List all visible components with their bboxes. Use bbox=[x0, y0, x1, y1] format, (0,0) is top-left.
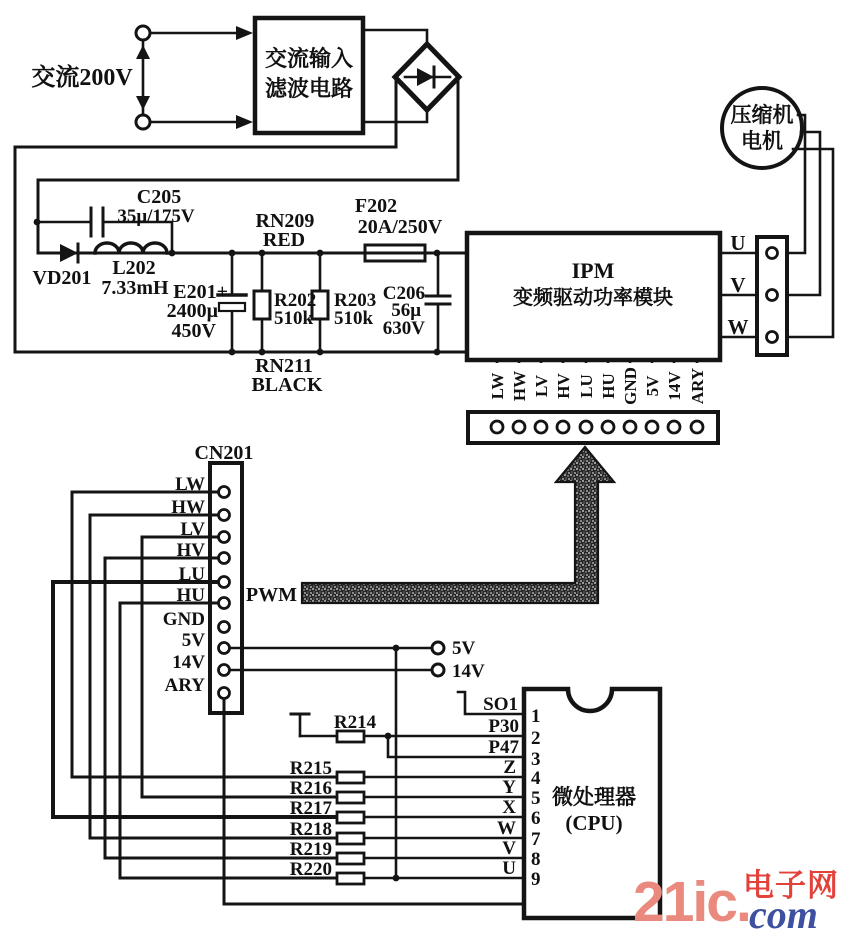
l202-value: 7.33mH bbox=[101, 277, 169, 299]
r219-name: R219 bbox=[289, 839, 332, 860]
cn201-title: CN201 bbox=[194, 442, 254, 464]
cn201-pin-hv: HV bbox=[176, 540, 205, 561]
ipm-pin-lu: LU bbox=[577, 374, 596, 398]
l202-name: L202 bbox=[112, 257, 156, 279]
r203-value: 510k bbox=[334, 308, 374, 329]
capacitor-c205-icon bbox=[91, 208, 103, 236]
resistors-r214-r220 bbox=[337, 731, 364, 884]
motor-label-1: 压缩机 bbox=[730, 103, 794, 127]
pwm-arrow-icon bbox=[302, 447, 614, 603]
rn209-name: RN209 bbox=[255, 210, 315, 232]
c205-name: C205 bbox=[136, 186, 182, 208]
e201-value-2: 450V bbox=[171, 320, 216, 342]
rn211-name: RN211 bbox=[255, 355, 313, 377]
cpu-pin-8: 8 bbox=[531, 849, 541, 870]
cpu-signal-so1: SO1 bbox=[483, 694, 518, 715]
r202-value: 510k bbox=[274, 308, 314, 329]
ac-terminals bbox=[136, 26, 253, 129]
logo-domain-text: com bbox=[749, 892, 818, 936]
diode-vd201-icon bbox=[60, 244, 78, 262]
cn201-pin-lv: LV bbox=[180, 519, 205, 540]
r218-name: R218 bbox=[289, 819, 332, 840]
cpu-signal-z: Z bbox=[503, 757, 516, 778]
cpu-label-1: 微处理器 bbox=[552, 785, 636, 809]
c205-value: 35μ/175V bbox=[117, 206, 195, 227]
power-5v-label: 5V bbox=[452, 638, 476, 659]
rn211-value: BLACK bbox=[251, 374, 323, 396]
r214-name: R214 bbox=[333, 712, 377, 733]
cn201-pin-hu: HU bbox=[176, 585, 205, 606]
f202-value: 20A/250V bbox=[357, 216, 443, 238]
r216-name: R216 bbox=[289, 778, 332, 799]
cn201-pin-hw: HW bbox=[171, 497, 205, 518]
cpu-pin-7: 7 bbox=[531, 829, 541, 850]
ipm-output-u: U bbox=[730, 231, 746, 255]
filter-label-1: 交流输入 bbox=[264, 46, 354, 71]
power-14v-label: 14V bbox=[452, 661, 485, 682]
ipm-pin-ary: ARY bbox=[688, 367, 707, 405]
ipm-pin-gnd: GND bbox=[621, 367, 640, 405]
ipm-label-2: 变频驱动功率模块 bbox=[513, 287, 673, 309]
r203-name: R203 bbox=[334, 290, 377, 311]
resistor-r202-icon bbox=[254, 291, 270, 319]
cn201-pin-lw: LW bbox=[175, 474, 205, 495]
e201-value-1: 2400μ bbox=[166, 300, 218, 322]
logo-cn-text: 电子网 bbox=[743, 868, 839, 903]
ipm-pin-lv: LV bbox=[532, 374, 551, 398]
ipm-pin-14v: 14V bbox=[665, 371, 684, 401]
cpu-signal-x: X bbox=[502, 797, 516, 818]
cpu-pin-5: 5 bbox=[531, 788, 541, 809]
cpu-pin-2: 2 bbox=[531, 728, 541, 749]
compressor-motor-circle bbox=[722, 88, 802, 168]
cpu-signal-w: W bbox=[497, 818, 516, 839]
ipm-pin-hw: HW bbox=[510, 370, 529, 402]
cn201-pin-gnd: GND bbox=[162, 609, 205, 630]
capacitor-c206-icon bbox=[426, 296, 450, 304]
r217-name: R217 bbox=[289, 798, 332, 819]
cpu-signal-p30: P30 bbox=[488, 716, 519, 737]
cpu-label-2: (CPU) bbox=[565, 811, 623, 835]
f202-name: F202 bbox=[354, 195, 398, 217]
c206-value-1: 56μ bbox=[391, 300, 421, 321]
cpu-pin-4: 4 bbox=[531, 768, 541, 789]
c206-value-2: 630V bbox=[382, 318, 425, 339]
logo-brand-text: 21ic. bbox=[633, 870, 750, 934]
cn201-pin-5v: 5V bbox=[181, 630, 205, 651]
e201-name: E201+ bbox=[173, 281, 228, 303]
cpu-pin-9: 9 bbox=[531, 869, 541, 890]
cn201-pin-lu: LU bbox=[178, 564, 205, 585]
ipm-label-1: IPM bbox=[571, 258, 615, 283]
bridge-rectifier-icon bbox=[395, 44, 459, 110]
21ic-watermark-logo bbox=[633, 870, 850, 936]
ipm-pin-hv: HV bbox=[554, 373, 573, 399]
power-terminals bbox=[432, 642, 444, 676]
pwm-label: PWM bbox=[245, 584, 297, 606]
cpu-pin-6: 6 bbox=[531, 808, 541, 829]
cn201-pin-14v: 14V bbox=[172, 652, 205, 673]
cpu-pin-3: 3 bbox=[531, 749, 541, 770]
r215-name: R215 bbox=[289, 758, 332, 779]
ipm-output-w: W bbox=[727, 315, 749, 339]
ipm-pin-5v: 5V bbox=[643, 375, 662, 397]
ipm-pin-hu: HU bbox=[599, 373, 618, 399]
r220-name: R220 bbox=[289, 859, 332, 880]
cpu-pin-1: 1 bbox=[531, 706, 541, 727]
rn209-value: RED bbox=[262, 229, 306, 251]
ipm-output-v: V bbox=[730, 273, 746, 297]
ac-source-label: 交流200V bbox=[31, 65, 133, 91]
vd201-name: VD201 bbox=[32, 267, 92, 289]
wires bbox=[15, 30, 833, 904]
cpu-signal-v: V bbox=[502, 838, 516, 859]
filter-label-2: 滤波电路 bbox=[264, 76, 354, 101]
cpu-signal-u: U bbox=[502, 858, 516, 879]
c206-name: C206 bbox=[382, 283, 425, 304]
motor-label-2: 电机 bbox=[741, 129, 783, 153]
r202-name: R202 bbox=[274, 290, 317, 311]
ipm-pin-lw: LW bbox=[488, 372, 507, 400]
cpu-signal-y: Y bbox=[502, 777, 516, 798]
cn201-pin-ary: ARY bbox=[164, 675, 205, 696]
cpu-signal-p47: P47 bbox=[488, 737, 519, 758]
